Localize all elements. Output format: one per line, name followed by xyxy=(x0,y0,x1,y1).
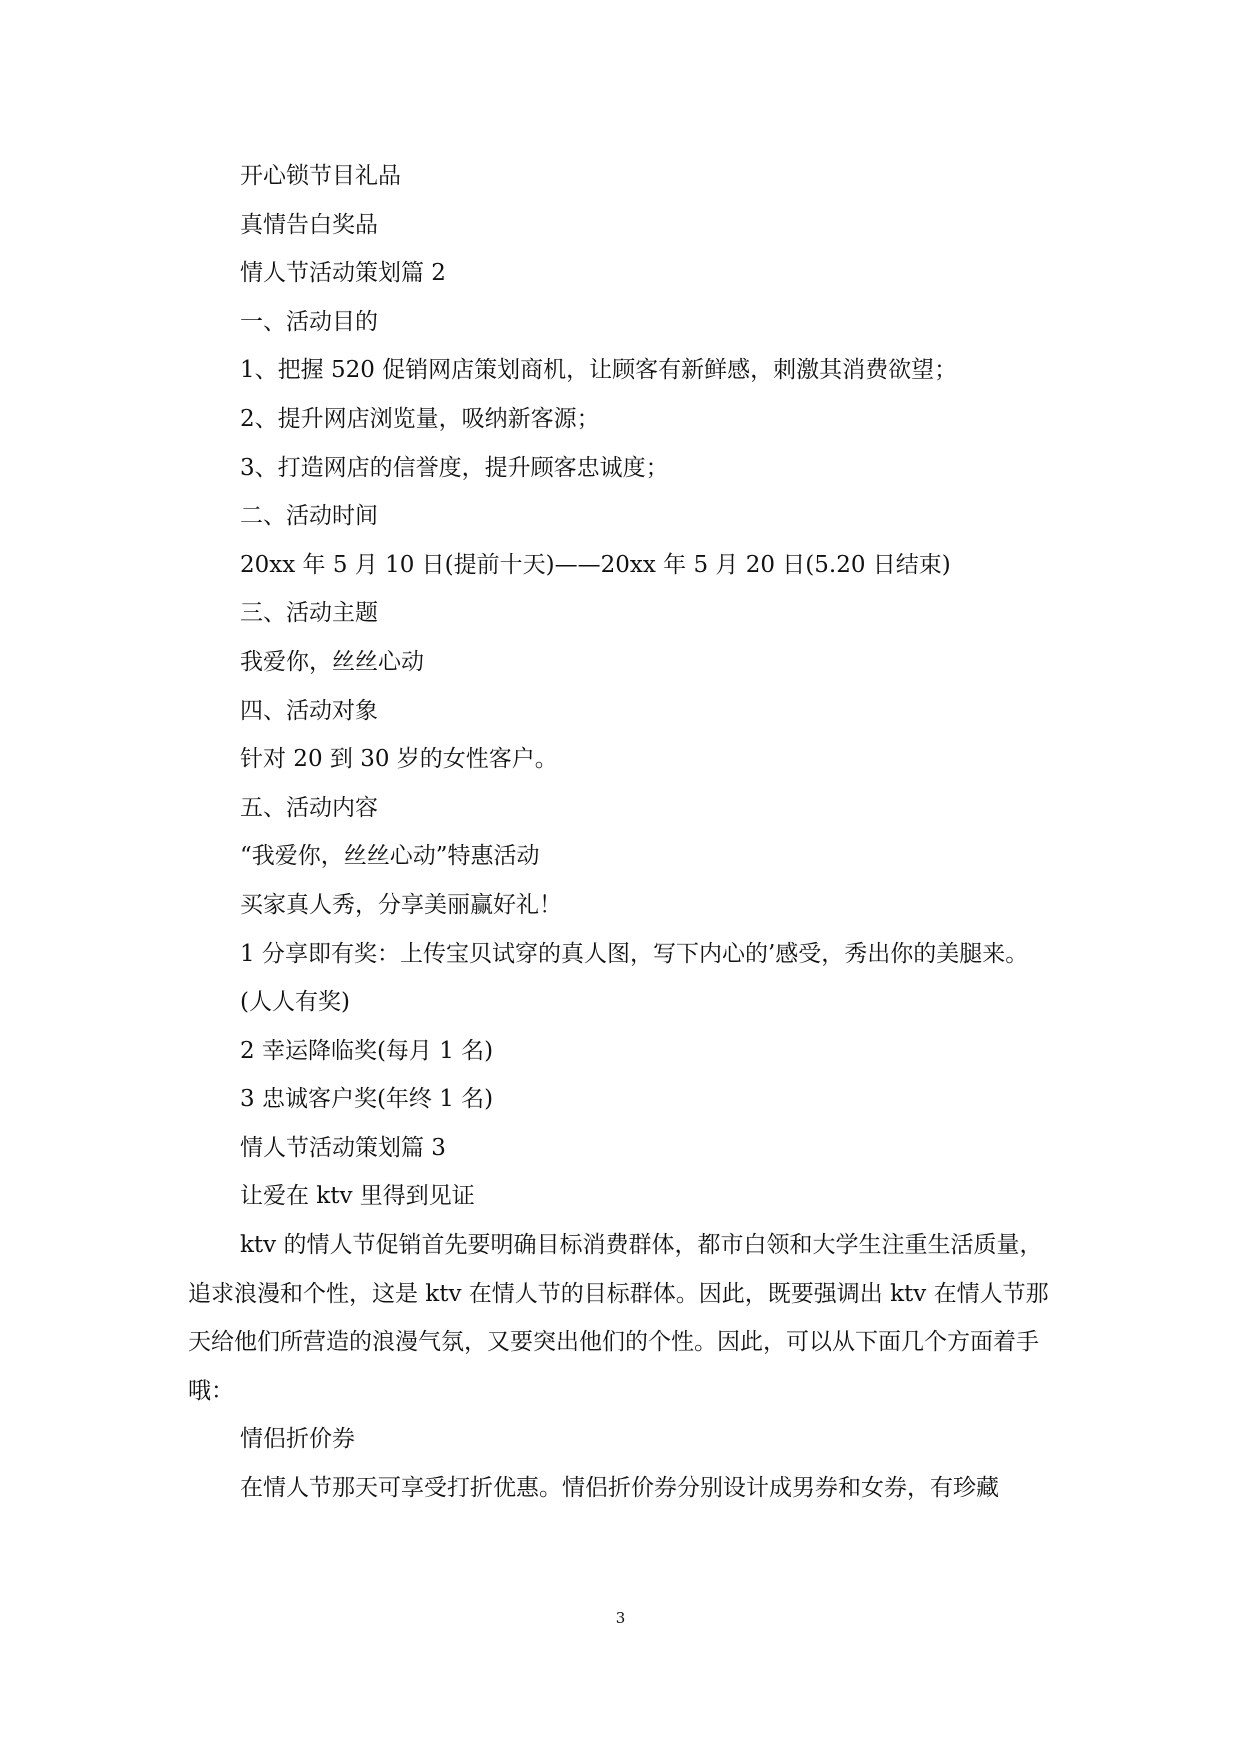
heading: 二、活动时间 xyxy=(240,503,378,530)
paragraph: 3 忠诚客户奖(年终 1 名) xyxy=(240,1086,494,1113)
paragraph: 买家真人秀，分享美丽赢好礼！ xyxy=(240,891,562,918)
page-number: 3 xyxy=(615,1609,626,1627)
section-title: 情人节活动策划篇 2 xyxy=(240,260,446,287)
paragraph: (人人有奖) xyxy=(240,989,350,1016)
paragraph: 我爱你，丝丝心动 xyxy=(240,648,424,675)
paragraph: 开心锁节目礼品 xyxy=(240,163,401,189)
heading: 四、活动对象 xyxy=(240,697,378,724)
paragraph: 情侣折价券 xyxy=(240,1426,355,1453)
paragraph: 2、提升网店浏览量，吸纳新客源； xyxy=(240,405,600,432)
paragraph: 针对 20 到 30 岁的女性客户。 xyxy=(240,746,558,773)
paragraph: “我爱你，丝丝心动”特惠活动 xyxy=(240,843,540,870)
paragraph: 在情人节那天可享受打折优惠。情侣折价券分别设计成男券和女券，有珍藏 xyxy=(240,1475,999,1502)
heading: 三、活动主题 xyxy=(240,600,378,627)
paragraph: 3、打造网店的信誉度，提升顾客忠诚度； xyxy=(240,454,669,481)
paragraph: 让爱在 ktv 里得到见证 xyxy=(240,1183,475,1210)
paragraph: 20xx 年 5 月 10 日(提前十天)——20xx 年 5 月 20 日(5.20 日结束) xyxy=(240,551,951,578)
document-body xyxy=(188,152,1056,1513)
paragraph: 2 幸运降临奖(每月 1 名) xyxy=(240,1037,494,1064)
paragraph: 真情告白奖品 xyxy=(240,211,378,238)
section-title: 情人节活动策划篇 3 xyxy=(240,1134,446,1161)
paragraph: ktv 的情人节促销首先要明确目标消费群体，都市白领和大学生注重生活质量，追求浪漫和个性，这是 ktv 在情人节的目标群体。因此，既要强调出 ktv 在情人节那天给他们所营造的浪漫气氛，又要突出他们的个性。因此，可以从下面几个方面着手哦： xyxy=(188,1232,1049,1404)
paragraph: 1、把握 520 促销网店策划商机，让顾客有新鲜感，刺激其消费欲望； xyxy=(240,357,958,384)
heading: 五、活动内容 xyxy=(240,794,378,821)
paragraph: 1 分享即有奖：上传宝贝试穿的真人图，写下内心的’感受，秀出你的美腿来。 xyxy=(240,940,1029,967)
heading: 一、活动目的 xyxy=(240,308,378,335)
